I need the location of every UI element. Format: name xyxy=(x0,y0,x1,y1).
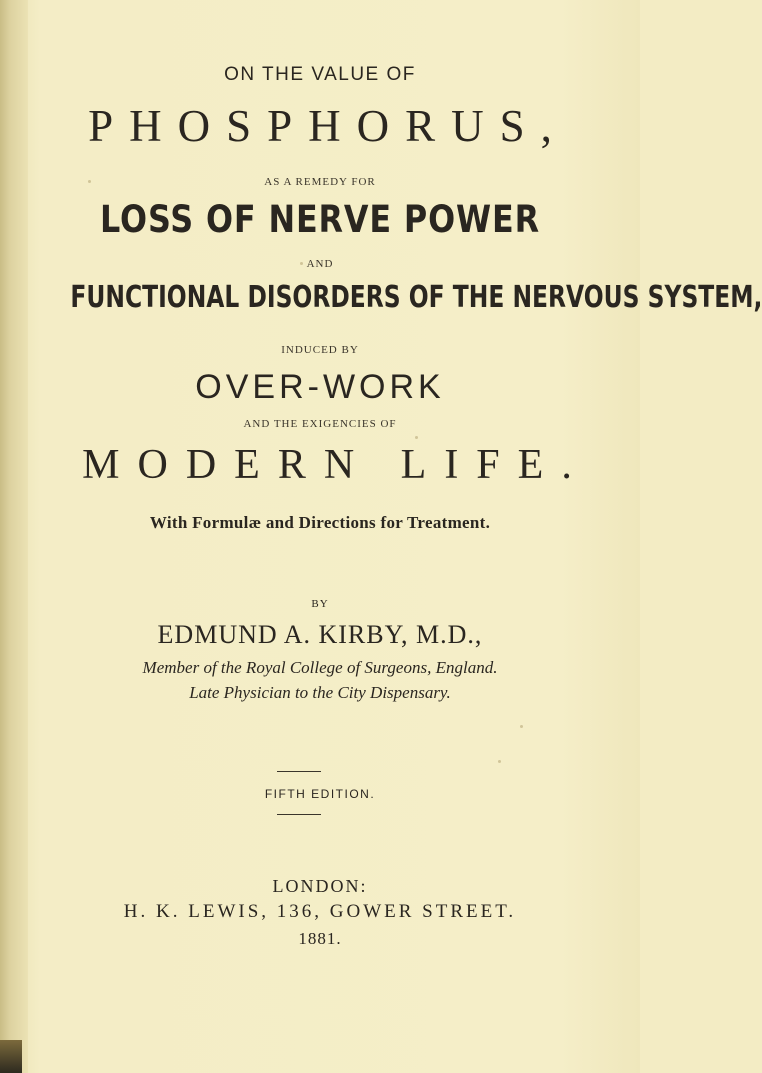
heading-over-work: OVER-WORK xyxy=(195,368,445,406)
subheading-and: AND xyxy=(306,258,334,270)
imprint-city: LONDON: xyxy=(272,876,368,896)
paper-speck xyxy=(88,180,91,183)
author-credential-1: Member of the Royal College of Surgeons, England. xyxy=(142,658,498,677)
subheading-and-the-exigencies-of: AND THE EXIGENCIES OF xyxy=(243,418,397,430)
paper-speck xyxy=(300,262,303,265)
author-credential-2: Late Physician to the City Dispensary. xyxy=(189,683,451,702)
tagline-formulae: With Formulæ and Directions for Treatment. xyxy=(149,513,491,532)
heading-on-the-value-of: ON THE VALUE OF xyxy=(224,64,416,85)
subheading-induced-by: INDUCED BY xyxy=(281,344,359,356)
heading-modern-life: MODERN LIFE. xyxy=(82,442,590,488)
spine-edge xyxy=(0,1040,22,1073)
subheading-as-a-remedy-for: AS A REMEDY FOR xyxy=(264,176,376,188)
paper-speck xyxy=(415,436,418,439)
imprint-publisher: H. K. LEWIS, 136, GOWER STREET. xyxy=(123,901,517,922)
imprint-year: 1881. xyxy=(298,929,342,948)
paper-speck xyxy=(520,725,523,728)
paper-speck xyxy=(498,760,501,763)
author-by: BY xyxy=(311,598,329,610)
heading-functional-disorders: FUNCTIONAL DISORDERS OF THE NERVOUS SYSTEM, xyxy=(70,280,762,315)
edition-label: FIFTH EDITION. xyxy=(264,787,376,801)
heading-loss-of-nerve-power: LOSS OF NERVE POWER xyxy=(100,198,540,241)
heading-phosphorus: PHOSPHORUS, xyxy=(88,101,568,151)
author-name: EDMUND A. KIRBY, M.D., xyxy=(157,620,483,649)
edition-rule-bottom xyxy=(277,814,321,815)
edition-rule-top xyxy=(277,771,321,772)
